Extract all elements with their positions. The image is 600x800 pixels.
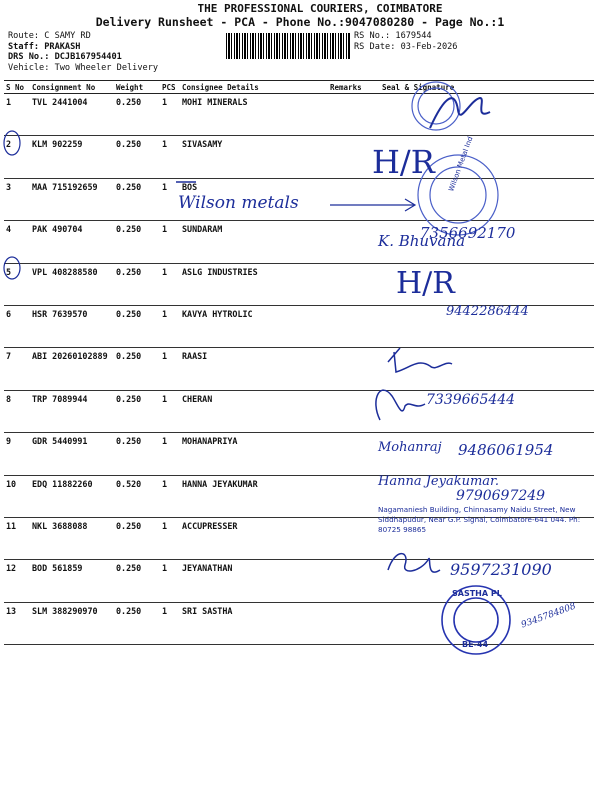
rs-number: RS No.: 1679544 [354,31,432,41]
cell-pcs: 1 [160,602,180,644]
col-sno: S No [4,81,30,94]
cell-consignee: SRI SASTHA [180,602,328,644]
hand-phone-row12: 9597231090 [450,560,552,579]
cell-consignment: PAK 490704 [30,221,114,263]
cell-consignee: MOHI MINERALS [180,94,328,136]
col-weight: Weight [114,81,160,94]
cell-sno: 12 [4,560,30,602]
cell-weight: 0.250 [114,178,160,220]
cell-sno: 6 [4,305,30,347]
cell-consignment: ABI 20260102889 [30,348,114,390]
company-name: THE PROFESSIONAL COURIERS, COIMBATORE [197,2,443,15]
cell-pcs: 1 [160,263,180,305]
barcode [226,33,350,59]
cell-pcs: 1 [160,348,180,390]
cell-sno: 11 [4,517,30,559]
cell-consignment: HSR 7639570 [30,305,114,347]
table-row [4,178,594,220]
cell-remarks [328,305,380,347]
cell-consignment: BOD 561859 [30,560,114,602]
cell-signature [380,560,594,602]
hand-name-row9: Mohanraj [378,440,442,455]
cell-pcs: 1 [160,517,180,559]
hand-phone-row4: 7356692170 [420,224,516,242]
table-row [4,517,594,559]
cell-consignee: ASLG INDUSTRIES [180,263,328,305]
sastha-stamp-code: BE-44 [462,640,489,649]
runsheet-header [0,2,600,29]
cell-sno: 5 [4,263,30,305]
cell-consignment: TVL 2441004 [30,94,114,136]
cell-pcs: 1 [160,94,180,136]
cell-signature [380,94,594,136]
route: Route: C SAMY RD [8,31,91,41]
cell-signature [380,305,594,347]
cell-remarks [328,433,380,475]
table-row [4,433,594,475]
cell-sno: 7 [4,348,30,390]
hand-phone-row10: 9790697249 [456,488,546,504]
cell-remarks [328,602,380,644]
table-row [4,602,594,644]
table-row [4,263,594,305]
route-info [8,31,158,73]
hand-hr-row2: H/R [372,143,435,181]
cell-consignment: VPL 408288580 [30,263,114,305]
cell-weight: 0.250 [114,94,160,136]
col-consignment: Consignment No [30,81,114,94]
cell-sno: 1 [4,94,30,136]
accupresser-stamp-text: Nagamaniesh Building, Chinnasamy Naidu Street, New Siddhapudur, Near G.P. Signal, Coimbatore-641 044. Ph: 80725 98865 [378,505,581,534]
cell-remarks [328,517,380,559]
cell-weight: 0.250 [114,136,160,178]
cell-pcs: 1 [160,178,180,220]
cell-weight: 0.250 [114,348,160,390]
cell-consignee: BOS [180,178,328,220]
cell-consignee: CHERAN [180,390,328,432]
cell-weight: 0.250 [114,517,160,559]
cell-remarks [328,560,380,602]
cell-weight: 0.250 [114,390,160,432]
col-consignee: Consignee Details [180,81,328,94]
col-pcs: PCS [160,81,180,94]
hand-hr-row5: H/R [396,266,455,301]
cell-remarks [328,263,380,305]
cell-signature [380,348,594,390]
cell-signature [380,602,594,644]
cell-pcs: 1 [160,433,180,475]
sastha-stamp-text: SASTHA PL [452,589,502,598]
cell-signature [380,263,594,305]
cell-consignment: KLM 902259 [30,136,114,178]
runsheet-title: Delivery Runsheet - PCA - Phone No.:9047080280 - Page No.:1 [95,15,505,29]
cell-signature [380,136,594,178]
table-row [4,136,594,178]
cell-sno: 4 [4,221,30,263]
cell-pcs: 1 [160,136,180,178]
cell-remarks [328,348,380,390]
cell-consignee: JEYANATHAN [180,560,328,602]
cell-sno: 2 [4,136,30,178]
hand-phone-row13: 9345784808 [520,601,578,631]
cell-sno: 8 [4,390,30,432]
runsheet-table [4,80,594,645]
cell-sno: 3 [4,178,30,220]
wilson-stamp-text: Wilson Metal Ind [447,135,475,193]
cell-remarks [328,136,380,178]
cell-consignment: NKL 3688088 [30,517,114,559]
cell-consignee: HANNA JEYAKUMAR [180,475,328,517]
table-row [4,560,594,602]
cell-pcs: 1 [160,305,180,347]
cell-consignee: SIVASAMY [180,136,328,178]
cell-weight: 0.250 [114,560,160,602]
cell-remarks [328,475,380,517]
cell-weight: 0.520 [114,475,160,517]
table-row [4,94,594,136]
cell-weight: 0.250 [114,263,160,305]
cell-consignment: MAA 715192659 [30,178,114,220]
cell-pcs: 1 [160,560,180,602]
cell-pcs: 1 [160,390,180,432]
cell-pcs: 1 [160,221,180,263]
hand-name-row10: Hanna Jeyakumar. [378,474,499,489]
table-row [4,475,594,517]
cell-consignee: SUNDARAM [180,221,328,263]
col-seal-signature: Seal & Signature [380,81,594,94]
cell-consignment: GDR 5440991 [30,433,114,475]
hand-phone-row8: 7339665444 [426,392,516,408]
table-row [4,348,594,390]
cell-signature [380,517,594,559]
cell-signature [380,390,594,432]
cell-signature [380,433,594,475]
cell-weight: 0.250 [114,221,160,263]
cell-remarks [328,178,380,220]
cell-sno: 13 [4,602,30,644]
cell-consignment: TRP 7089944 [30,390,114,432]
cell-consignment: SLM 388290970 [30,602,114,644]
table-row [4,221,594,263]
hand-name-row4: K. Bhuvana [378,232,466,250]
cell-remarks [328,94,380,136]
cell-pcs: 1 [160,475,180,517]
table-row [4,305,594,347]
drs-number: DRS No.: DCJB167954401 [8,52,122,62]
table-row [4,390,594,432]
cell-consignment: EDQ 11882260 [30,475,114,517]
hand-wilson-metals: Wilson metals [178,193,299,213]
cell-consignee: ACCUPRESSER [180,517,328,559]
cell-signature [380,221,594,263]
table-header [4,81,594,94]
cell-sno: 10 [4,475,30,517]
vehicle: Vehicle: Two Wheeler Delivery [8,62,159,73]
cell-signature [380,178,594,220]
cell-weight: 0.250 [114,305,160,347]
cell-remarks [328,221,380,263]
cell-sno: 9 [4,433,30,475]
cell-consignee: RAASI [180,348,328,390]
cell-consignee: KAVYA HYTROLIC [180,305,328,347]
cell-remarks [328,390,380,432]
rs-info [354,31,457,52]
cell-weight: 0.250 [114,433,160,475]
cell-weight: 0.250 [114,602,160,644]
rs-date: RS Date: 03-Feb-2026 [354,41,458,52]
col-remarks: Remarks [328,81,380,94]
cell-consignee: MOHANAPRIYA [180,433,328,475]
hand-phone-row9: 9486061954 [458,441,554,459]
staff: Staff: PRAKASH [8,41,81,52]
cell-signature [380,475,594,517]
hand-phone-row6: 9442286444 [446,304,529,319]
